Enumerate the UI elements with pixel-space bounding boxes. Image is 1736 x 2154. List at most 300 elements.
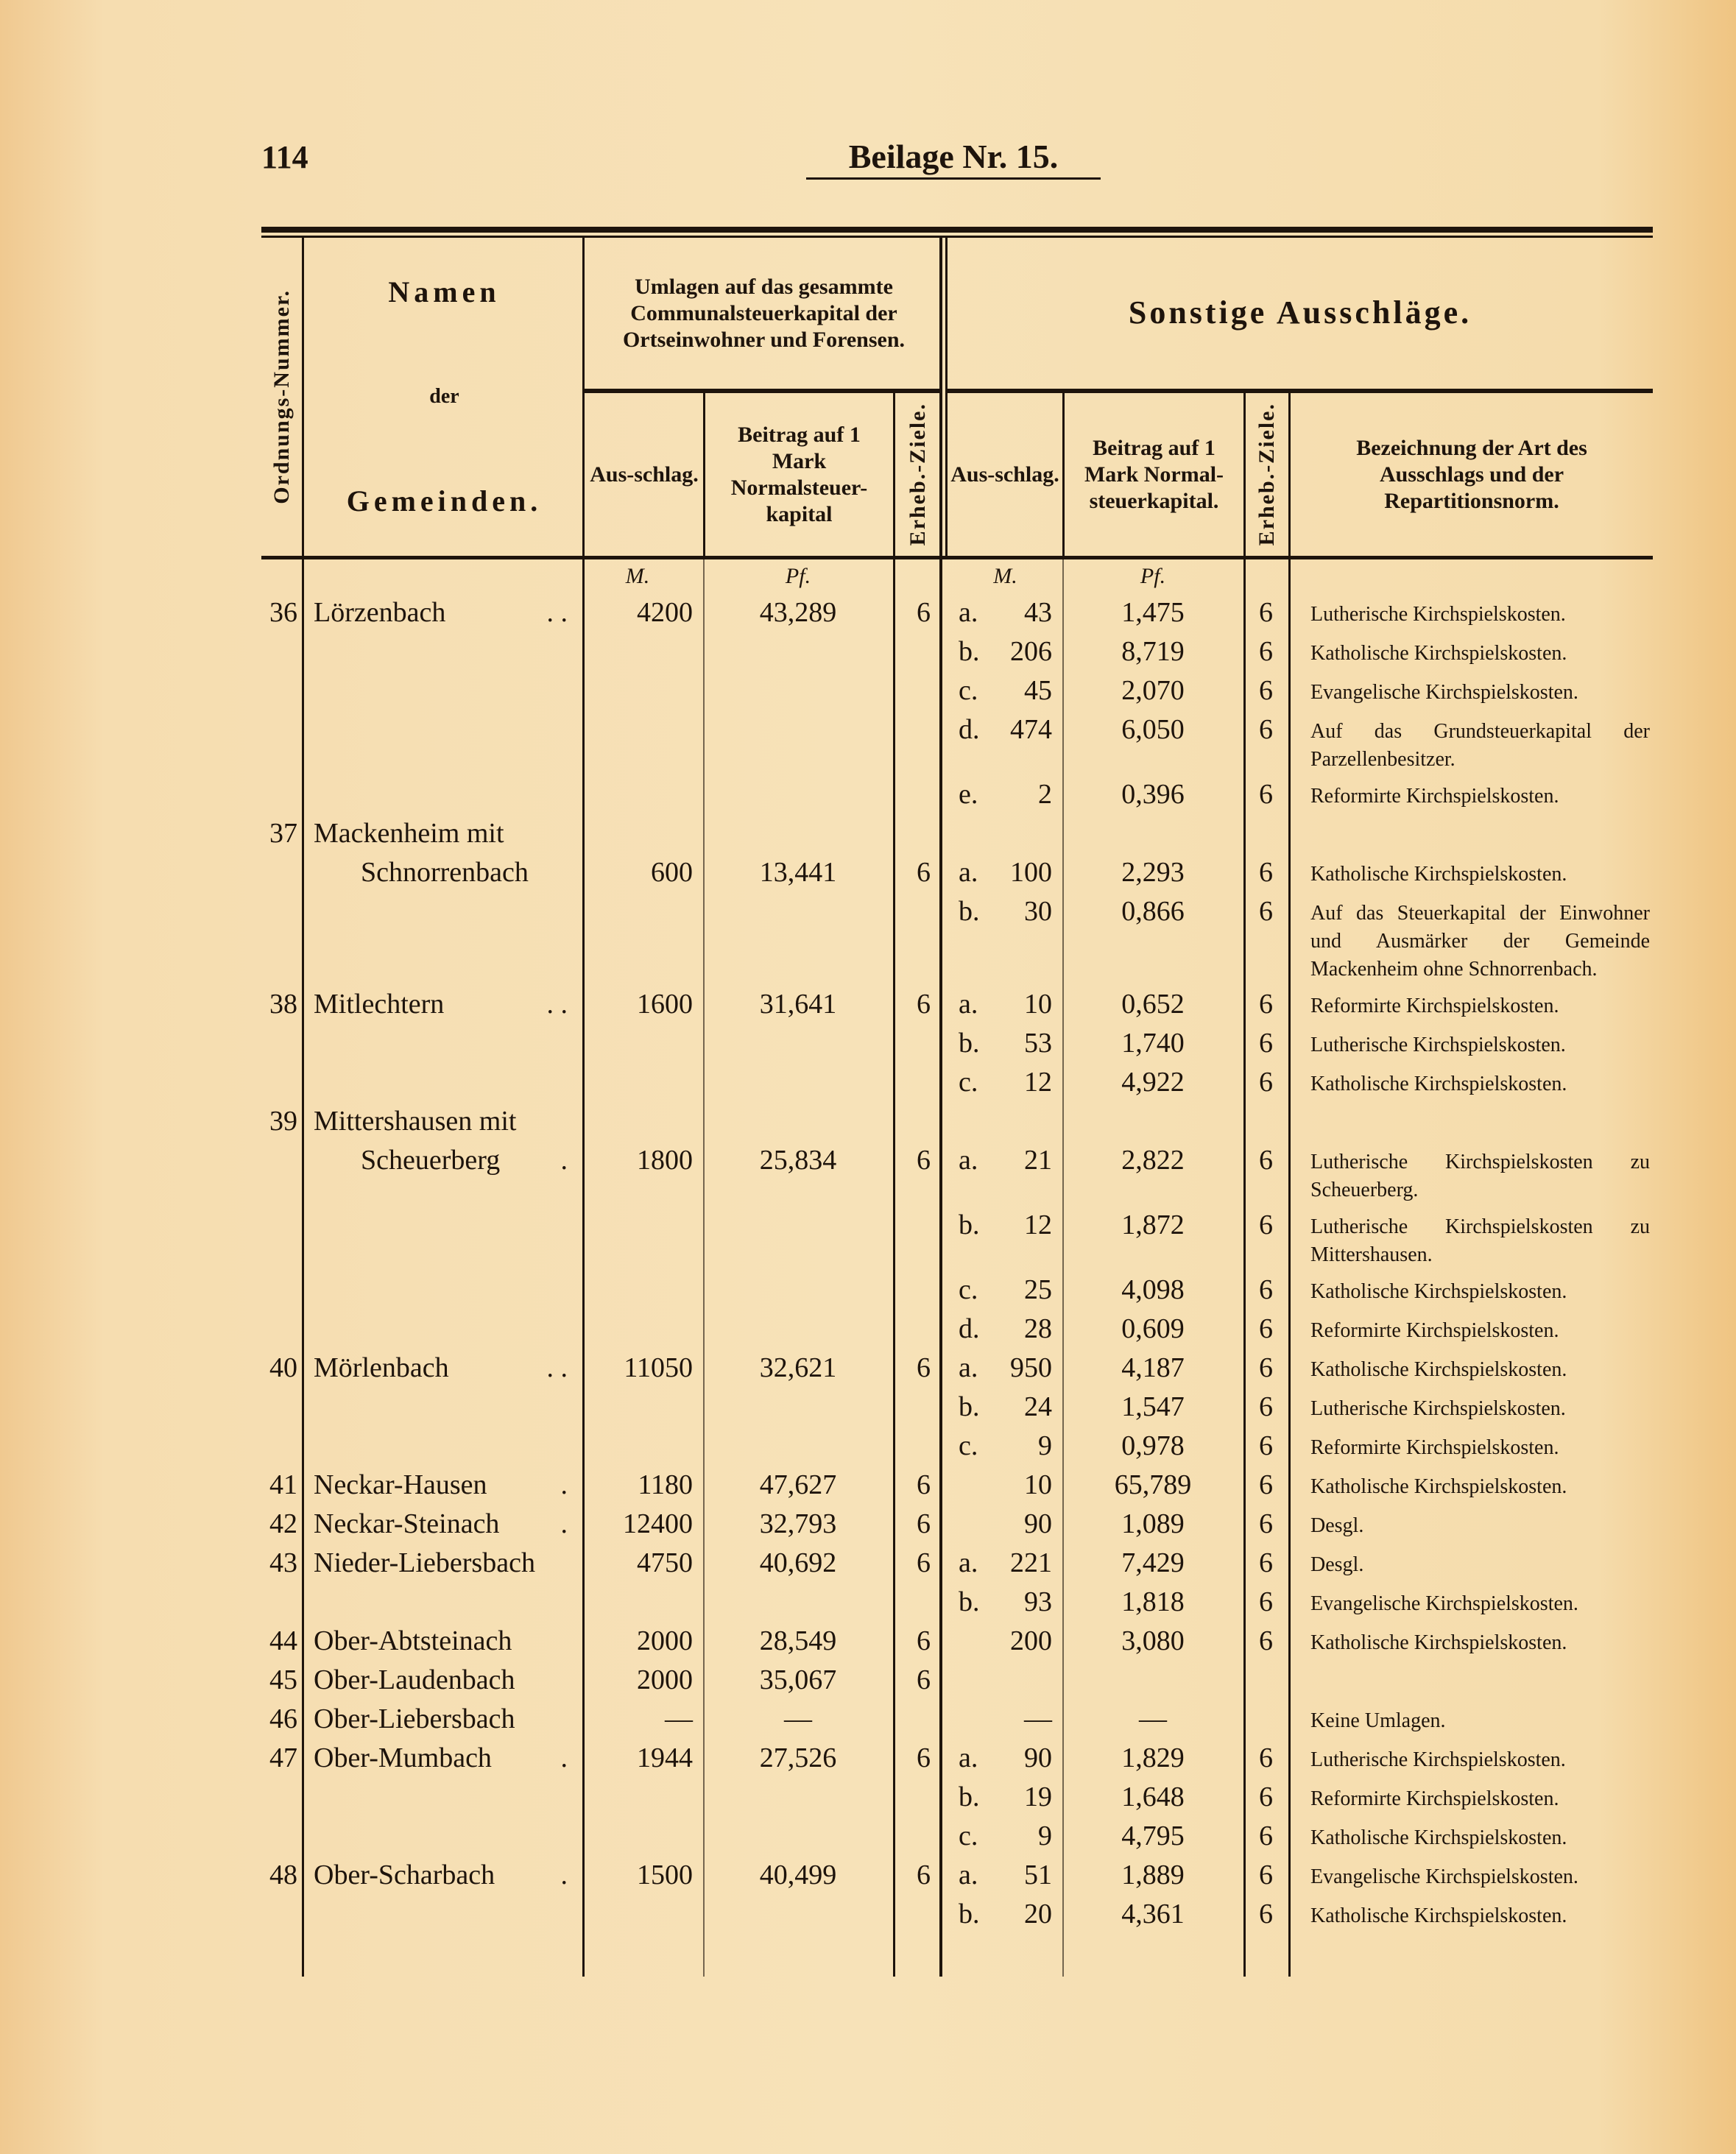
umlage-beitrag: 35,067 — [759, 1664, 837, 1695]
empty-cell — [261, 709, 302, 713]
table-row — [261, 1062, 1653, 1101]
empty-cell — [582, 1204, 703, 1209]
empty-cell — [261, 1062, 302, 1066]
umlage-beitrag: 43,289 — [759, 597, 837, 628]
table-row — [261, 1140, 1653, 1204]
ordnungs-nummer: 40 — [269, 1352, 297, 1383]
gemeinde-name-text: Lörzenbach — [314, 597, 446, 628]
entry-ausschlag-value: 25 — [1024, 1274, 1052, 1305]
entry-bezeichnung: Katholische Kirchspielskosten. — [1310, 1631, 1567, 1654]
empty-cell — [703, 631, 893, 635]
table-row — [261, 1542, 1653, 1581]
header-erheb-ziele-2-text: Erheb.-Ziele. — [1255, 403, 1279, 546]
table-row — [261, 1581, 1653, 1620]
ordnungs-nummer: 46 — [269, 1703, 297, 1734]
umlage-erheb-ziele: 6 — [917, 857, 931, 888]
entry-ausschlag-value: 200 — [1010, 1625, 1052, 1656]
unit-mark-2: M. — [993, 564, 1017, 588]
entry-letter: c. — [959, 1821, 978, 1851]
entry-erheb-ziele: 6 — [1259, 1028, 1273, 1059]
entry-erheb-ziele: 6 — [1259, 1860, 1273, 1890]
units-row — [261, 559, 1653, 592]
entry-ausschlag — [941, 984, 1062, 1020]
empty-cell — [261, 1815, 302, 1820]
empty-cell — [302, 670, 582, 674]
empty-cell — [302, 774, 582, 778]
entry-letter: a. — [959, 1145, 978, 1176]
entry-ausschlag — [941, 670, 1062, 707]
gemeinde-name — [302, 984, 582, 1020]
entry-erheb-ziele: 6 — [1259, 1625, 1273, 1656]
umlage-ausschlag: 4750 — [637, 1547, 693, 1578]
entry-beitrag: 4,795 — [1121, 1821, 1185, 1851]
empty-cell — [703, 670, 893, 674]
entry-ausschlag — [941, 1854, 1062, 1891]
ordnungs-nummer: 39 — [269, 1106, 297, 1137]
header-umlagen: Umlagen auf das gesammte Communalsteuerkapital der Ortseinwohner und Forensen. — [622, 274, 906, 352]
entry-beitrag: 0,866 — [1121, 896, 1185, 927]
empty-cell — [893, 1776, 941, 1781]
empty-cell — [703, 1204, 893, 1209]
entry-erheb-ziele: 6 — [1259, 1313, 1273, 1344]
empty-cell — [582, 670, 703, 674]
empty-cell — [261, 774, 302, 778]
entry-bezeichnung: Katholische Kirchspielskosten. — [1310, 1073, 1567, 1095]
unit-pfennig-2: Pf. — [1140, 564, 1166, 588]
empty-cell — [893, 670, 941, 674]
entry-letter: e. — [959, 779, 978, 810]
umlage-erheb-ziele: 6 — [917, 1664, 931, 1695]
entry-letter: a. — [959, 1860, 978, 1890]
header-erheb-ziele-1-text: Erheb.-Ziele. — [906, 403, 930, 546]
entry-ausschlag-value: — — [1024, 1703, 1052, 1734]
entry-ausschlag — [941, 1062, 1062, 1098]
table-row — [261, 813, 1653, 852]
table-row — [261, 709, 1653, 774]
empty-cell — [582, 891, 703, 895]
entry-letter: b. — [959, 1210, 980, 1240]
empty-cell — [893, 1386, 941, 1391]
entry-erheb-ziele: 6 — [1259, 1145, 1273, 1176]
table-row — [261, 1386, 1653, 1425]
entry-erheb-ziele — [1243, 1659, 1288, 1664]
header-ordnungs-nummer-text: Ordnungs-Nummer. — [269, 289, 294, 504]
gemeinde-name-text: Scheuerberg — [361, 1145, 501, 1176]
empty-cell — [703, 709, 893, 713]
empty-cell — [703, 1815, 893, 1820]
empty-cell — [302, 1815, 582, 1820]
entry-bezeichnung: Katholische Kirchspielskosten. — [1310, 1358, 1567, 1381]
entry-ausschlag-value: 51 — [1024, 1860, 1052, 1890]
empty-cell — [893, 1308, 941, 1313]
gemeinde-name — [302, 592, 582, 629]
entry-letter: b. — [959, 1028, 980, 1059]
entry-letter: b. — [959, 896, 980, 927]
entry-ausschlag — [941, 1503, 1062, 1540]
ordnungs-nummer: 48 — [269, 1860, 297, 1890]
entry-bezeichnung: Reformirte Kirchspielskosten. — [1310, 995, 1559, 1017]
entry-erheb-ziele: 6 — [1259, 896, 1273, 927]
empty-cell — [582, 709, 703, 713]
entry-ausschlag — [941, 1620, 1062, 1657]
gemeinde-name-text: Ober-Scharbach — [314, 1860, 495, 1890]
empty-cell — [302, 1893, 582, 1898]
empty-cell — [582, 813, 703, 817]
entry-ausschlag-value: 474 — [1010, 714, 1052, 745]
entry-erheb-ziele — [1243, 1101, 1288, 1105]
ordnungs-nummer: 41 — [269, 1469, 297, 1500]
header-erheb-ziele-1 — [895, 393, 941, 556]
empty-cell — [893, 1023, 941, 1027]
table-row — [261, 1101, 1653, 1140]
empty-cell — [703, 1893, 893, 1898]
empty-cell — [582, 1062, 703, 1066]
entry-ausschlag — [941, 1308, 1062, 1345]
entry-beitrag — [1062, 813, 1243, 817]
empty-cell — [302, 1581, 582, 1586]
entry-ausschlag — [941, 1347, 1062, 1384]
empty-cell — [261, 1308, 302, 1313]
empty-cell — [703, 1776, 893, 1781]
entry-bezeichnung: Auf das Grundsteuerkapital der Parzellenbesitzer. — [1310, 720, 1650, 771]
entry-ausschlag — [941, 1659, 1062, 1664]
empty-cell — [893, 813, 941, 817]
page-number: 114 — [261, 139, 308, 175]
gemeinde-name-line1 — [302, 813, 582, 850]
gemeinde-name — [302, 1464, 582, 1501]
entry-bezeichnung: Desgl. — [1310, 1514, 1364, 1537]
empty-cell — [582, 1425, 703, 1430]
table-row — [261, 1659, 1653, 1698]
table-row — [261, 984, 1653, 1023]
entry-ausschlag-value: 2 — [1038, 779, 1052, 810]
entry-bezeichnung: Evangelische Kirchspielskosten. — [1310, 1592, 1578, 1615]
entry-beitrag: 1,547 — [1121, 1391, 1185, 1422]
entry-ausschlag — [941, 1140, 1062, 1176]
ordnungs-nummer: 37 — [269, 818, 297, 849]
entry-beitrag: — — [1139, 1703, 1167, 1734]
umlage-ausschlag: 12400 — [623, 1508, 693, 1539]
empty-cell — [703, 1269, 893, 1274]
empty-cell — [261, 1204, 302, 1209]
gemeinde-name-dots: . . — [546, 989, 568, 1020]
gemeinde-name-text: Mörlenbach — [314, 1352, 449, 1383]
header-bezeichnung: Bezeichnung der Art des Ausschlags und der Repartitionsnorm. — [1356, 435, 1587, 513]
gemeinde-name — [302, 1542, 582, 1579]
entry-ausschlag-value: 10 — [1024, 989, 1052, 1020]
entry-beitrag: 2,293 — [1121, 857, 1185, 888]
gemeinde-name-dots: . — [560, 1742, 568, 1773]
entry-letter: d. — [959, 1313, 980, 1344]
entry-erheb-ziele — [1243, 1698, 1288, 1703]
entry-ausschlag-value: 221 — [1010, 1547, 1052, 1578]
entry-erheb-ziele: 6 — [1259, 1508, 1273, 1539]
empty-cell — [582, 1386, 703, 1391]
empty-cell — [893, 1425, 941, 1430]
gemeinde-name-pre: Mittershausen mit — [314, 1106, 517, 1137]
umlage-erheb-ziele: 6 — [917, 1860, 931, 1890]
table-row — [261, 1776, 1653, 1815]
empty-cell — [261, 1893, 302, 1898]
header-ausschlag-1: Aus-schlag. — [590, 462, 699, 487]
entry-bezeichnung: Evangelische Kirchspielskosten. — [1310, 1865, 1578, 1888]
table-row — [261, 1204, 1653, 1269]
entry-letter: a. — [959, 1742, 978, 1773]
entry-beitrag: 4,361 — [1121, 1899, 1185, 1929]
empty-cell — [582, 1308, 703, 1313]
table-row — [261, 1893, 1653, 1932]
empty-cell — [582, 1269, 703, 1274]
empty-cell — [582, 1776, 703, 1781]
entry-beitrag: 65,789 — [1114, 1469, 1192, 1500]
gemeinde-name-text: Neckar-Hausen — [314, 1469, 487, 1500]
ordnungs-nummer: 47 — [269, 1742, 297, 1773]
entry-beitrag: 1,740 — [1121, 1028, 1185, 1059]
entry-letter: b. — [959, 1782, 980, 1812]
umlage-beitrag: — — [784, 1703, 812, 1734]
entry-ausschlag — [941, 1386, 1062, 1423]
umlage-ausschlag: 11050 — [624, 1352, 693, 1383]
empty-cell — [893, 709, 941, 713]
ordnungs-nummer: 45 — [269, 1664, 297, 1695]
entry-letter: c. — [959, 1430, 978, 1461]
table-row — [261, 774, 1653, 813]
empty-cell — [893, 774, 941, 778]
entry-bezeichnung: Desgl. — [1310, 1553, 1364, 1576]
gemeinde-name-text: Ober-Liebersbach — [314, 1703, 515, 1734]
table-row — [261, 592, 1653, 631]
ordnungs-nummer: 44 — [269, 1625, 297, 1656]
entry-bezeichnung: Katholische Kirchspielskosten. — [1310, 642, 1567, 665]
empty-cell — [893, 1204, 941, 1209]
empty-cell — [582, 774, 703, 778]
empty-cell — [302, 1425, 582, 1430]
entry-erheb-ziele: 6 — [1259, 1067, 1273, 1098]
entry-beitrag: 2,070 — [1121, 675, 1185, 706]
entry-erheb-ziele: 6 — [1259, 1391, 1273, 1422]
entry-beitrag — [1062, 1659, 1243, 1664]
entry-erheb-ziele: 6 — [1259, 1899, 1273, 1929]
umlage-beitrag: 40,692 — [759, 1547, 837, 1578]
entry-erheb-ziele — [1243, 813, 1288, 817]
empty-cell — [261, 1023, 302, 1027]
empty-cell — [302, 1269, 582, 1274]
entry-erheb-ziele: 6 — [1259, 1469, 1273, 1500]
empty-cell — [302, 891, 582, 895]
table-row — [261, 1308, 1653, 1347]
umlage-beitrag: 31,641 — [759, 989, 837, 1020]
table-header — [261, 238, 1653, 559]
entry-beitrag: 0,652 — [1121, 989, 1185, 1020]
ordnungs-nummer: 38 — [269, 989, 297, 1020]
table-row — [261, 1347, 1653, 1386]
table-row — [261, 1023, 1653, 1062]
gemeinde-name-text: Mitlechtern — [314, 989, 445, 1020]
entry-erheb-ziele: 6 — [1259, 1274, 1273, 1305]
umlage-ausschlag: 600 — [651, 857, 693, 888]
entry-erheb-ziele: 6 — [1259, 636, 1273, 667]
gemeinde-name — [302, 1737, 582, 1774]
empty-cell — [302, 1204, 582, 1209]
entry-ausschlag-value: 24 — [1024, 1391, 1052, 1422]
entry-ausschlag — [941, 813, 1062, 817]
empty-cell — [261, 1269, 302, 1274]
table-row — [261, 1464, 1653, 1503]
gemeinde-name-text: Ober-Abtsteinach — [314, 1625, 512, 1656]
empty-cell — [261, 1776, 302, 1781]
empty-cell — [302, 1023, 582, 1027]
ordnungs-nummer: 43 — [269, 1547, 297, 1578]
empty-cell — [302, 1062, 582, 1066]
entry-ausschlag-value: 90 — [1024, 1742, 1052, 1773]
entry-beitrag: 0,978 — [1121, 1430, 1185, 1461]
table-row — [261, 1737, 1653, 1776]
entry-erheb-ziele: 6 — [1259, 779, 1273, 810]
entry-ausschlag-value: 45 — [1024, 675, 1052, 706]
entry-ausschlag — [941, 1737, 1062, 1774]
entry-erheb-ziele: 6 — [1259, 1586, 1273, 1617]
umlage-ausschlag: 1600 — [637, 989, 693, 1020]
gemeinde-name — [302, 1140, 582, 1176]
empty-cell — [302, 709, 582, 713]
entry-ausschlag-value: 12 — [1024, 1067, 1052, 1098]
entry-erheb-ziele: 6 — [1259, 1210, 1273, 1240]
entry-bezeichnung: Katholische Kirchspielskosten. — [1310, 1826, 1567, 1849]
entry-beitrag: 7,429 — [1121, 1547, 1185, 1578]
umlage-erheb-ziele: 6 — [917, 1352, 931, 1383]
entry-ausschlag-value: 43 — [1024, 597, 1052, 628]
umlage-ausschlag: — — [665, 1703, 693, 1734]
entry-bezeichnung: Lutherische Kirchspielskosten zu Mittershausen. — [1310, 1215, 1650, 1266]
entry-beitrag: 1,829 — [1121, 1742, 1185, 1773]
entry-letter: a. — [959, 857, 978, 888]
entry-bezeichnung: Reformirte Kirchspielskosten. — [1310, 1319, 1559, 1342]
umlage-erheb-ziele: 6 — [917, 1625, 931, 1656]
empty-cell — [893, 1815, 941, 1820]
entry-ausschlag — [941, 631, 1062, 668]
gemeinde-name — [302, 1659, 582, 1696]
unit-mark-1: M. — [625, 564, 650, 588]
umlage-ausschlag: 1944 — [637, 1742, 693, 1773]
header-erheb-ziele-2 — [1246, 393, 1288, 556]
entry-bezeichnung: Keine Umlagen. — [1310, 1709, 1446, 1732]
gemeinde-name — [302, 852, 582, 889]
empty-cell — [893, 891, 941, 895]
entry-ausschlag — [941, 1581, 1062, 1618]
header-der-text: der — [429, 385, 459, 409]
gemeinde-name-dots: . . — [546, 597, 568, 628]
entry-erheb-ziele: 6 — [1259, 1782, 1273, 1812]
entry-ausschlag-value: 206 — [1010, 636, 1052, 667]
entry-beitrag: 8,719 — [1121, 636, 1185, 667]
gemeinde-name-line1 — [302, 1101, 582, 1137]
table-row — [261, 1503, 1653, 1542]
empty-cell — [261, 1425, 302, 1430]
umlage-erheb-ziele: 6 — [917, 1547, 931, 1578]
entry-bezeichnung: Lutherische Kirchspielskosten. — [1310, 1397, 1566, 1420]
entry-bezeichnung: Evangelische Kirchspielskosten. — [1310, 681, 1578, 704]
umlage-ausschlag: 1800 — [637, 1145, 693, 1176]
empty-cell — [703, 1425, 893, 1430]
umlage-beitrag: 32,793 — [759, 1508, 837, 1539]
empty-cell — [582, 1893, 703, 1898]
entry-letter: a. — [959, 597, 978, 628]
entry-ausschlag — [941, 592, 1062, 629]
empty-cell — [703, 1101, 893, 1105]
entry-ausschlag — [941, 1204, 1062, 1241]
entry-beitrag: 6,050 — [1121, 714, 1185, 745]
entry-letter: c. — [959, 1274, 978, 1305]
entry-letter: a. — [959, 989, 978, 1020]
entry-ausschlag-value: 950 — [1010, 1352, 1052, 1383]
entry-letter: b. — [959, 1586, 980, 1617]
entry-ausschlag — [941, 891, 1062, 928]
gemeinde-name-dots: . — [560, 1469, 568, 1500]
gemeinde-name-text: Nieder-Liebersbach — [314, 1547, 535, 1578]
gemeinde-name-dots: . — [560, 1860, 568, 1890]
umlage-erheb-ziele: 6 — [917, 1742, 931, 1773]
entry-beitrag: 4,187 — [1121, 1352, 1185, 1383]
entry-bezeichnung: Katholische Kirchspielskosten. — [1310, 863, 1567, 886]
empty-cell — [261, 1386, 302, 1391]
empty-cell — [261, 670, 302, 674]
header-ordnungs-nummer — [261, 238, 302, 556]
entry-letter: b. — [959, 1899, 980, 1929]
empty-cell — [703, 891, 893, 895]
entry-letter: a. — [959, 1352, 978, 1383]
table-bottom-space — [261, 1932, 1653, 1977]
table-row — [261, 1815, 1653, 1854]
entry-beitrag: 0,396 — [1121, 779, 1185, 810]
header-ausschlag-2: Aus-schlag. — [950, 462, 1059, 487]
entry-beitrag: 1,475 — [1121, 597, 1185, 628]
umlage-ausschlag: 4200 — [637, 597, 693, 628]
empty-cell — [582, 1023, 703, 1027]
entry-beitrag — [1062, 1101, 1243, 1105]
umlage-beitrag: 32,621 — [759, 1352, 837, 1383]
entry-bezeichnung: Reformirte Kirchspielskosten. — [1310, 1787, 1559, 1810]
gemeinde-name-text: Schnorrenbach — [361, 857, 529, 888]
umlage-ausschlag: 1180 — [638, 1469, 693, 1500]
entry-ausschlag — [941, 1815, 1062, 1852]
entry-ausschlag — [941, 1425, 1062, 1462]
entry-erheb-ziele: 6 — [1259, 1430, 1273, 1461]
entry-bezeichnung — [1288, 1659, 1653, 1668]
empty-cell — [703, 813, 893, 817]
entry-ausschlag — [941, 1542, 1062, 1579]
empty-cell — [893, 1062, 941, 1066]
entry-bezeichnung: Katholische Kirchspielskosten. — [1310, 1475, 1567, 1498]
entry-erheb-ziele: 6 — [1259, 989, 1273, 1020]
entry-bezeichnung: Reformirte Kirchspielskosten. — [1310, 785, 1559, 808]
entry-ausschlag-value: 90 — [1024, 1508, 1052, 1539]
entry-ausschlag-value: 28 — [1024, 1313, 1052, 1344]
entry-bezeichnung: Lutherische Kirchspielskosten. — [1310, 1748, 1566, 1771]
umlage-erheb-ziele: 6 — [917, 1508, 931, 1539]
empty-cell — [261, 891, 302, 895]
ordnungs-nummer: 42 — [269, 1508, 297, 1539]
table-row — [261, 1425, 1653, 1464]
gemeinde-name-pre: Mackenheim mit — [314, 818, 504, 849]
table-row — [261, 1269, 1653, 1308]
entry-letter: d. — [959, 714, 980, 745]
umlage-erheb-ziele: 6 — [917, 1145, 931, 1176]
empty-cell — [302, 1308, 582, 1313]
entry-beitrag: 1,089 — [1121, 1508, 1185, 1539]
entry-ausschlag-value: 20 — [1024, 1899, 1052, 1929]
table-row — [261, 852, 1653, 891]
entry-ausschlag-value: 30 — [1024, 896, 1052, 927]
